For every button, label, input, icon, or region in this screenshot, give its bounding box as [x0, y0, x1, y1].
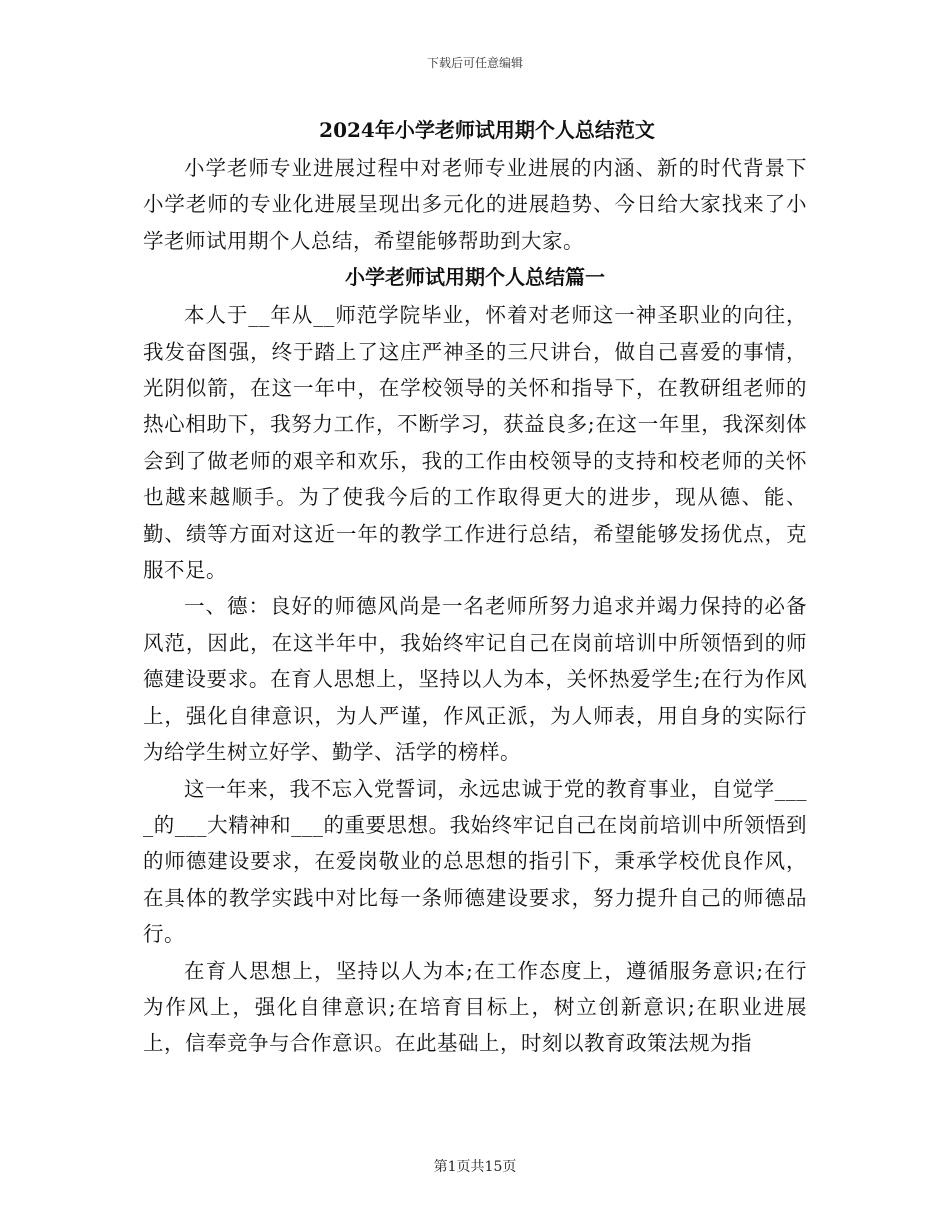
intro-paragraph: 小学老师专业进展过程中对老师专业进展的内涵、新的时代背景下小学老师的专业化进展呈现出多元化的进展趋势、今日给大家找来了小学老师试用期个人总结，希望能够帮助到大家。: [143, 156, 807, 253]
body-paragraph: 本人于__年从__师范学院毕业，怀着对老师这一神圣职业的向往，我发奋图强，终于踏上了这庄严神圣的三尺讲台，做自己喜爱的事情，光阴似箭，在这一年中，在学校领导的关怀和指导下，在教研组老师的热心相助下，我努力工作，不断学习，获益良多;在这一年里，我深刻体会到了做老师的艰辛和欢乐，我的工作由校领导的支持和校老师的关怀也越来越顺手。为了使我今后的工作取得更大的进步，现从德、能、勤、绩等方面对这近一年的教学工作进行总结，希望能够发扬优点，克服不足。: [143, 303, 807, 583]
section-title: 小学老师试用期个人总结篇一: [345, 265, 605, 290]
page-header-note: 下载后可任意编辑: [426, 56, 523, 70]
body-paragraph: 一、德：良好的师德风尚是一名老师所努力追求并竭力保持的必备风范，因此，在这半年中，我始终牢记自己在岗前培训中所领悟到的师德建设要求。在育人思想上，坚持以人为本，关怀热爱学生;在行为作风上，强化自律意识，为人严谨，作风正派，为人师表，用自身的实际行为给学生树立好学、勤学、活学的榜样。: [143, 594, 807, 765]
document-body: [143, 116, 807, 1062]
page-footer-number: 第1页共15页: [433, 1159, 517, 1175]
body-paragraph: 在育人思想上，坚持以人为本;在工作态度上，遵循服务意识;在行为作风上，强化自律意识;在培育目标上，树立创新意识;在职业进展上，信奉竞争与合作意识。在此基础上，时刻以教育政策法规为指: [143, 958, 807, 1056]
document-title: 2024年小学老师试用期个人总结范文: [319, 118, 655, 142]
body-paragraph: 这一年来，我不忘入党誓词，永远忠诚于党的教育事业，自觉学____的___大精神和___的重要思想。我始终牢记自己在岗前培训中所领悟到的师德建设要求，在爱岗敬业的总思想的指引下，秉承学校优良作风，在具体的教学实践中对比每一条师德建设要求，努力提升自己的师德品行。: [143, 776, 807, 947]
